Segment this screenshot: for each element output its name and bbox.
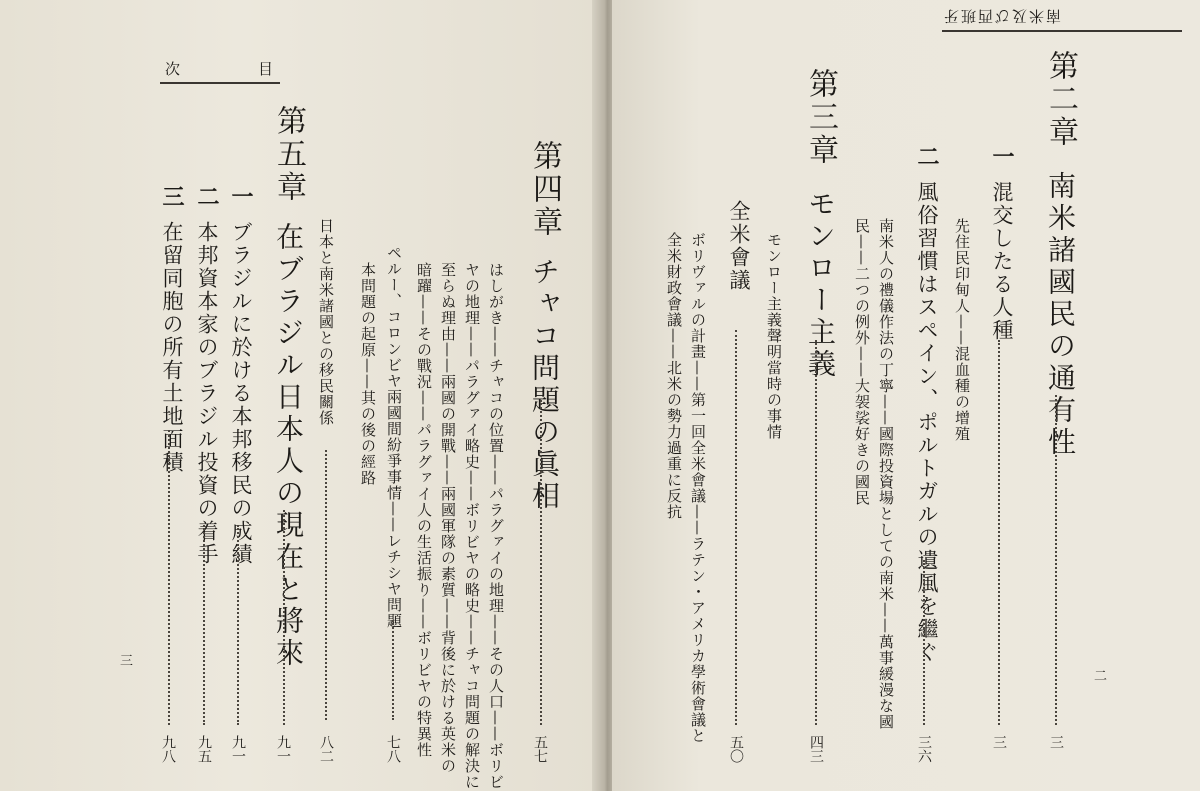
page-number: 九一 — [275, 735, 291, 763]
toc-desc-line: 全米財政會議——北米の勢力過重に反抗 — [665, 232, 683, 520]
toc-desc-line: 先住民印甸人——混血種の增殖 — [953, 218, 971, 442]
page-number: 三 — [991, 735, 1007, 749]
page-number: 五七 — [532, 735, 548, 763]
section-number: 三 — [159, 185, 185, 207]
dot-leader — [735, 330, 737, 725]
page-number: 五〇 — [728, 735, 744, 763]
toc-chapter-2 — [1038, 50, 1082, 459]
dot-leader — [923, 560, 925, 725]
section-title: ブラジルに於ける本邦移民の成績 — [229, 221, 253, 566]
left-folio: 三 — [120, 654, 134, 669]
toc-desc-line: 本問題の起原——其の後の經路 — [359, 262, 377, 486]
toc-desc-line: ボリヴァルの計畫——第一回全米會議——ラテン・アメリカ學術會議と — [689, 232, 707, 744]
toc-desc-line: 民——二つの例外——大袈裟好きの國民 — [853, 218, 871, 506]
toc-desc-line: モンロー主義聲明當時の事情 — [765, 232, 783, 440]
toc-entry-line: ペルー、コロンビヤ兩國間紛爭事情——レチシヤ問題 — [385, 245, 403, 629]
section-number: 二 — [194, 185, 220, 207]
page-number: 九五 — [196, 735, 212, 763]
page-number: 七八 — [385, 735, 401, 763]
dot-leader — [392, 620, 394, 720]
chapter-title: 南米諸國民の通有性 — [1044, 171, 1077, 459]
chapter-title: チャコ問題の眞相 — [528, 257, 561, 513]
page-number: 九一 — [230, 735, 246, 763]
toc-desc-line: ヤの地理——パラグァイ略史——ボリビヤの略史——チャコ問題の解決に — [463, 262, 481, 790]
section-number: 二 — [914, 145, 940, 167]
page-number: 九八 — [160, 735, 176, 763]
chapter-label: 第二章 — [1043, 50, 1078, 149]
dot-leader — [325, 450, 327, 720]
dot-leader — [203, 525, 205, 725]
right-page — [612, 0, 1200, 791]
toc-desc-line: 南米人の禮儀作法の丁寧——國際投資場としての南米——萬事緩漫な國 — [877, 218, 895, 730]
toc-section: 全米會議 — [727, 200, 751, 292]
dot-leader — [540, 400, 542, 725]
toc-chapter-3 — [798, 68, 842, 381]
chapter-label: 第五章 — [271, 105, 306, 204]
running-title: 南米及び西班牙 — [942, 7, 1062, 25]
page-number: 三 — [1048, 735, 1064, 749]
section-title: 混交したる人種 — [990, 181, 1014, 342]
toc-desc-line: はしがき——チャコの位置——パラグァイの地理——その人口——ボリビ — [487, 262, 505, 790]
toc-entry-line: 日本と南米諸國との移民關係 — [317, 218, 335, 426]
page-number: 八二 — [318, 735, 334, 763]
chapter-title: 在ブラジル日本人の現在と將來 — [272, 222, 305, 670]
toc-desc-line: 暗躍——その戰況——パラグァイ人の生活振り——ボリビヤの特異性 — [415, 262, 433, 758]
right-folio: 二 — [1094, 669, 1108, 684]
right-header-rule — [942, 30, 1182, 32]
toc-section-3 — [157, 185, 188, 474]
dot-leader — [237, 525, 239, 725]
section-number: 一 — [228, 185, 254, 207]
dot-leader — [998, 340, 1000, 725]
section-title: 風俗習慣はスペイン、ポルトガルの遺風を繼ぐ — [915, 181, 939, 664]
toc-section-1 — [987, 145, 1018, 342]
toc-section-2 — [192, 185, 223, 566]
page-number: 四三 — [808, 735, 824, 763]
section-title: 在留同胞の所有土地面積 — [160, 221, 184, 474]
dot-leader — [815, 340, 817, 725]
section-title: 本邦資本家のブラジル投資の着手 — [195, 221, 219, 566]
toc-chapter-4 — [522, 140, 566, 513]
dot-leader — [1055, 395, 1057, 725]
page-number: 三六 — [916, 735, 932, 763]
left-header-label-2: 次 — [165, 60, 183, 78]
left-header-label-1: 目 — [258, 60, 276, 78]
chapter-title: モンロー主義 — [804, 189, 837, 381]
left-header-rule — [160, 82, 280, 84]
dot-leader — [283, 510, 285, 725]
dot-leader — [168, 430, 170, 725]
toc-section-1 — [226, 185, 257, 566]
chapter-label: 第四章 — [527, 140, 562, 239]
toc-chapter-5 — [266, 105, 310, 670]
chapter-label: 第三章 — [803, 68, 838, 167]
toc-section-2 — [912, 145, 943, 664]
section-number: 一 — [989, 145, 1015, 167]
toc-desc-line: 至らぬ理由——兩國の開戰——兩國軍隊の素質——背後に於ける英米の — [439, 262, 457, 774]
